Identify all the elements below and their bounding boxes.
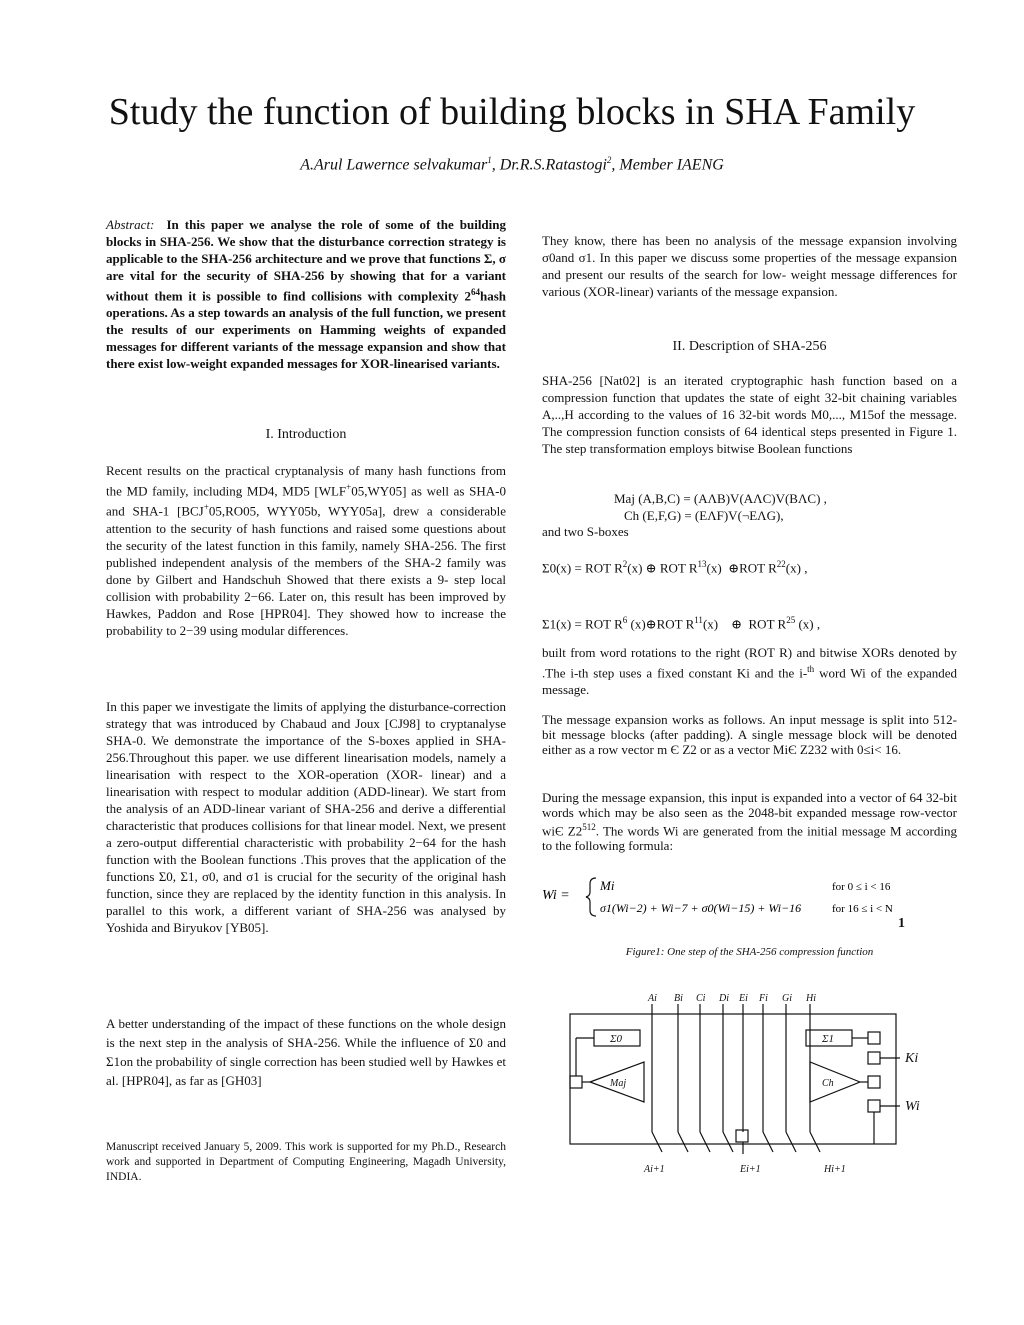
right-paragraph-2: SHA-256 [Nat02] is an iterated cryptographic hash function based on a compression function that updates the state of eight 32-bit chaining variables A,..,H according to the values of 16 32-bit words M0,..., M15of the message. The compression function consists of 64 identical steps presented in Figure 1. The step transformation employs bitwise Boolean functions [542,373,957,456]
sigma0-equation: Σ0(x) = ROT $R^2(x)$ ⊕ ROT $R^{13}(x)$ ⊕ROT $R^{22}(x)$ , [542,559,808,576]
maj-equation: Maj (A,B,C) = (AΛB)V(AΛC)V(BΛC) , [614,491,827,506]
footnote: Manuscript received January 5, 2009. This work is supported for my Ph.D., Research work and supported in Department of Computing Engineering, Magadh University, INDIA. [106,1141,506,1183]
sha256-step-diagram [560,992,940,1182]
svg-text:Mi: Mi [600,878,615,893]
section-heading-introduction: I. Introduction [265,427,347,442]
input-H: Hi [806,993,816,1004]
xor-icon: ⊕ [731,616,743,632]
svg-text:for 0 ≤ i < 16: for 0 ≤ i < 16 [832,881,891,893]
input-B: Bi [674,993,683,1004]
output-H: Hi+1 [824,1164,846,1175]
ch-label: Ch [822,1078,834,1089]
author-2: , Dr.R.S.Ratastogi [491,156,607,174]
xor-icon: ⊕ [728,560,740,576]
svg-text:for 16 ≤ i < N: for 16 ≤ i < N [832,903,893,915]
input-G: Gi [782,993,792,1004]
right-paragraph-5: During the message expansion, this input is expanded into a vector of 64 32-bit words which may be also seen as the 2048-bit expanded message row-vector wiЄ $Z2^{512}$. The words Wi are generated from the initial message M according to the following formula: [542,790,957,854]
intro-paragraph-1: Recent results on the practical cryptanalysis of many hash functions from the MD family, including MD4, MD5 [WLF+05,WY05] as well as SHA-0 and SHA-1 [BCJ+05,RO05, WYY05b, WYY05a], drew a considerable attention to the security of hash functions and raised some questions about the security of the latest function in this family, namely SHA-256. The first published independent analysis of the members of the SHA-2 family was done by Gilbert and Handschuh Showed that there exists a 9- step local collision with probability 2−66. Later on, this result has been improved by Hawkes, Paddon and Rose [HPR04]. They showed how to increase the probability to 2−39 using modular differences. [106,463,507,638]
intro-paragraph-2: In this paper we investigate the limits of applying the disturbance-correction strategy that was introduced by Chabaud and Joux [CJ98] to cryptanalyse SHA-0. We demonstrate the importance of the S-boxes applied in SHA-256.Throughout this paper. we use different linearisation models, namely a linearisation with respect to the XOR-operation (XOR- linear) and a linearisation with respect to modular addition (ADD-linear). We start from the analysis of an ADD-linear variant of SHA-256 and derive a differential characteristic that produces collisions for that linear model. Next, we present a zero-output differential characteristic with probability 2−64 for the hash function with the Boolean functions .This proves that the application of the functions Σ0, Σ1, σ0, and σ1 is crucial for the security of the original hash function, since they are replaced by the identity function in this analysis. In parallel to this work, a different variant of SHA-256 was analysed by Yoshida and Biryukov [YB05]. [106,699,506,935]
sigma1-box-label: Σ1 [822,1033,835,1045]
input-D: Di [719,993,729,1004]
paper-title: Study the function of building blocks in SHA Family [108,91,916,133]
abstract: Abstract: In this paper we analyse the role of some of the building blocks in SHA-256. We show that the disturbance correction strategy is applicable to the SHA-256 architecture and we prove that functions Σ, σ are vital for the security of SHA-256 by showing that for a variant without them it is possible to find collisions with complexity $2^{64}hash$ operations. As a step towards an analysis of the full function, we present the results of our experiments on Hamming weights of expanded messages for different variants of the message expansion and show that there exist low-weight expanded messages for XOR-linearised variants. [106,217,507,372]
right-paragraph-4: The message expansion works as follows. An input message is split into 512-bit message blocks (after padding). A single message block will be denoted either as a row vector m Є Z2 or as a vector MiЄ Z232 with 0≤i< 16. [542,712,957,757]
input-C: Ci [696,993,706,1004]
xor-icon: ⊕ [645,560,657,576]
maj-label: Maj [610,1078,627,1089]
equation-number: 1 [898,916,905,931]
sbox-label: and two S-boxes [542,524,629,539]
intro-paragraph-3: A better understanding of the impact of these functions on the whole design is the next step in the analysis of SHA-256. While the influence of Σ0 and Σ1on the probability of single correction has been studied well by Hawkes et al. [HPR04], as far as [GH03] [106,1016,506,1088]
right-paragraph-3: built from word rotations to the right (ROT R) and bitwise XORs denoted by .The i-th step uses a fixed constant Ki and the i-$^{th}$ word Wi of the expanded message. [542,645,957,698]
input-E: Ei [739,993,748,1004]
xor-icon: ⊕ [645,616,657,632]
author-affiliation: , Member IAENG [611,156,724,174]
output-E: Ei+1 [740,1164,761,1175]
ch-equation: Ch (E,F,G) = (EΛF)V(¬EΛG), [624,508,784,523]
authors-line: A.Arul Lawernce selvakumar$^1$, Dr.R.S.Ratastogi$^2$, Member IAENG [300,155,724,174]
sigma0-box-label: Σ0 [610,1033,623,1045]
k-label: Ki [905,1051,919,1066]
figure-caption: Figure1: One step of the SHA-256 compression function [625,946,874,958]
abstract-label: Abstract: [106,217,155,232]
message-expansion-formula [542,872,922,922]
input-F: Fi [759,993,768,1004]
input-A: Ai [648,993,657,1004]
sigma1-equation: Σ1(x) = ROT $R^6$ (x)⊕ROT $R^{11}(x)$ ⊕ ROT $R^{25}$ (x) , [542,615,821,632]
section-heading-description: II. Description of SHA-256 [672,339,827,354]
w-label: Wi [905,1099,920,1114]
svg-text:σ1(Wi−2) + Wi−7 + σ0(Wi−15) +: σ1(Wi−2) + Wi−7 + σ0(Wi−15) + Wi−16 [600,901,802,915]
boolean-functions [614,490,827,524]
author-1: A.Arul Lawernce selvakumar [300,156,488,174]
svg-text:Wi =: Wi = [542,888,570,903]
output-A: Ai+1 [644,1164,665,1175]
right-paragraph-1: They know, there has been no analysis of the message expansion involving σ0and σ1. In this paper we discuss some properties of the message expansion and present our results of the search for low- weight message differences for various (XOR-linear) variants of the message expansion. [542,233,957,299]
